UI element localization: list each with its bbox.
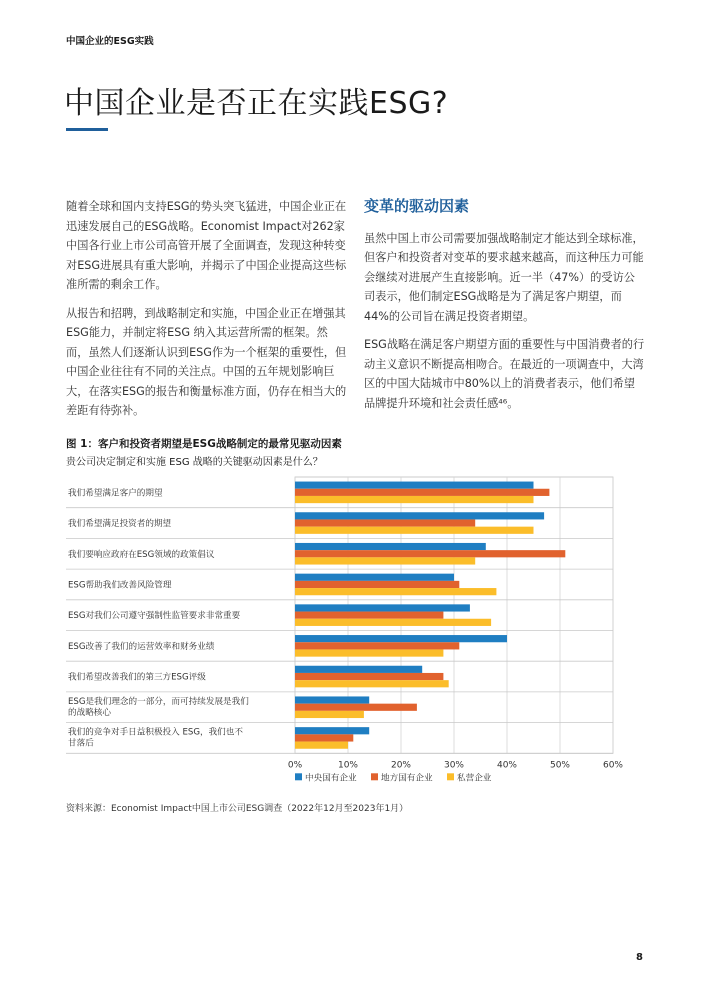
bar xyxy=(295,673,443,680)
category-label: ESG是我们理念的一部分，而可持续发展是我们的战略核心 xyxy=(68,696,249,718)
x-tick-label: 60% xyxy=(602,760,624,771)
bar xyxy=(295,734,353,741)
body-paragraph: 随着全球和国内支持ESG的势头突飞猛进，中国企业正在迅速发展自己的ESG战略。Economist Impact对262家中国各行业上市公司高管开展了全面调查，发现这种转变对ESG进展具有重大影响，并揭示了中国企业提高这些标准所需的剩余工作。 xyxy=(66,200,347,291)
body-paragraph: 从报告和招聘，到战略制定和实施，中国企业正在增强其ESG能力，并制定将ESG 纳入其运营所需的框架。然而，虽然人们逐渐认识到ESG作为一个框架的重要性，但中国企业往往有不同的关注点。中国的五年规划影响巨大，在落实ESG的报告和衡量标准方面，仍存在相当大的差距有待弥补。 xyxy=(66,306,347,417)
source-note: 资料来源：Economist Impact中国上市公司ESG调查（2022年12月至2023年1月） xyxy=(66,804,409,814)
category-label: 我们希望满足投资者的期望 xyxy=(68,519,172,530)
legend-label: 中央国有企业 xyxy=(305,773,357,784)
page-number: 8 xyxy=(636,952,643,963)
legend-swatch xyxy=(371,773,378,780)
category-label: ESG改善了我们的运营效率和财务业绩 xyxy=(68,641,215,652)
page-title: 中国企业是否正在实践ESG? xyxy=(64,86,449,121)
bar xyxy=(295,680,449,687)
category-label: 我们希望改善我们的第三方ESG评级 xyxy=(68,672,206,683)
bar xyxy=(295,574,454,581)
bar xyxy=(295,581,459,588)
category-label: 我们的竞争对手日益积极投入 ESG，我们也不甘落后 xyxy=(68,727,243,749)
category-label: ESG帮助我们改善风险管理 xyxy=(68,580,172,591)
bar xyxy=(295,612,443,619)
bar xyxy=(295,619,491,626)
x-tick-label: 0% xyxy=(287,760,303,771)
bar xyxy=(295,742,348,749)
bar xyxy=(295,512,544,519)
body-paragraph: ESG战略在满足客户期望方面的重要性与中国消费者的行动主义意识不断提高相吻合。在最近的一项调查中，大湾区的中国大陆城市中80%以上的消费者表示，他们希望品牌提升环境和社会责任感⁴⁶。 xyxy=(364,338,645,410)
bar xyxy=(295,727,369,734)
figure-subtitle: 贵公司决定制定和实施 ESG 战略的关键驱动因素是什么？ xyxy=(66,457,323,468)
bar xyxy=(295,642,459,649)
legend-swatch xyxy=(295,773,302,780)
legend-swatch xyxy=(447,773,454,780)
category-label: ESG对我们公司遵守强制性监管要求非常重要 xyxy=(68,611,241,622)
bar xyxy=(295,666,422,673)
bar xyxy=(295,588,496,595)
bar xyxy=(295,604,470,611)
bar xyxy=(295,519,475,526)
body-paragraph: 虽然中国上市公司需要加强战略制定才能达到全球标准，但客户和投资者对变革的要求越来越高，而这种压力可能会继续对进展产生直接影响。近一半（47%）的受访公司表示，他们制定ESG战略是为了满足客户期望，而44%的公司旨在满足投资者期望。 xyxy=(364,231,644,323)
x-tick-label: 30% xyxy=(443,760,465,771)
figure-title: 图 1：客户和投资者期望是ESG战略制定的最常见驱动因素 xyxy=(66,438,342,450)
legend-label: 地方国有企业 xyxy=(381,773,433,784)
bar xyxy=(295,489,549,496)
section-heading: 变革的驱动因素 xyxy=(364,197,470,215)
bar xyxy=(295,550,565,557)
category-label: 我们希望满足客户的期望 xyxy=(68,488,163,499)
bar xyxy=(295,557,475,564)
category-label: 我们要响应政府在ESG领域的政策倡议 xyxy=(68,549,215,560)
bar xyxy=(295,649,443,656)
bar xyxy=(295,704,417,711)
running-header: 中国企业的ESG实践 xyxy=(66,36,154,47)
bar xyxy=(295,635,507,642)
bar xyxy=(295,711,364,718)
bar xyxy=(295,482,534,489)
bar xyxy=(295,527,534,534)
x-tick-label: 50% xyxy=(549,760,571,771)
x-tick-label: 10% xyxy=(337,760,359,771)
legend-label: 私营企业 xyxy=(457,773,492,784)
bar xyxy=(295,543,486,550)
x-tick-label: 20% xyxy=(390,760,412,771)
x-tick-label: 40% xyxy=(496,760,518,771)
bar xyxy=(295,696,369,703)
bar xyxy=(295,496,534,503)
